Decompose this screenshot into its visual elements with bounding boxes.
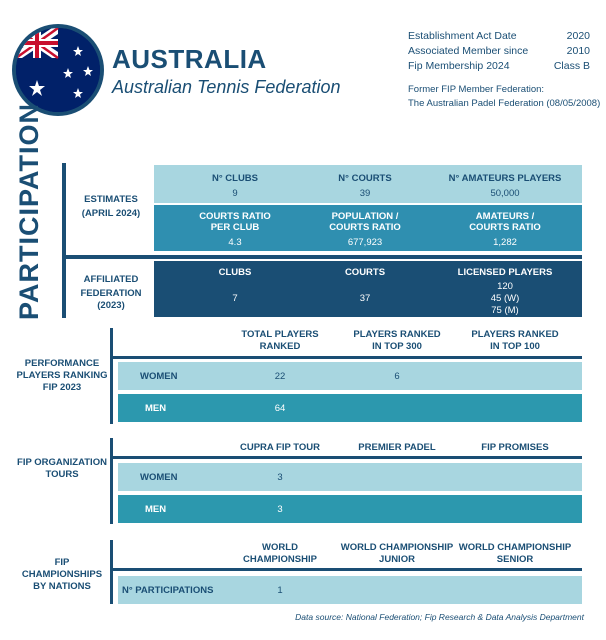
ranking-men-label: MEN: [145, 403, 167, 414]
ranking-label-1: PERFORMANCE: [24, 358, 100, 369]
population-ratio-header-2: COURTS RATIO: [329, 222, 401, 233]
australia-flag-icon: [16, 28, 100, 112]
info-value: Class B: [553, 60, 590, 72]
top300-header-1: PLAYERS RANKED: [353, 329, 441, 340]
tours-row-men: [118, 495, 582, 523]
amateurs-ratio-header-1: AMATEURS /: [475, 211, 535, 222]
licensed-players-total: 120: [497, 281, 513, 292]
premier-padel-header: PREMIER PADEL: [358, 442, 436, 453]
affiliated-label: AFFILIATED: [83, 274, 139, 285]
former-federation-label: Former FIP Member Federation:: [408, 84, 545, 95]
info-label: Establishment Act Date: [408, 30, 517, 42]
tours-label-2: TOURS: [45, 469, 79, 480]
clubs-header: N° CLUBS: [211, 173, 259, 184]
ranking-vertical-bar: [110, 328, 113, 424]
total-ranked-header-1: TOTAL PLAYERS: [241, 329, 319, 340]
championships-divider: [110, 568, 582, 571]
affiliated-courts-header: COURTS: [344, 267, 386, 278]
ranking-divider: [110, 356, 582, 359]
top100-header-2: IN TOP 100: [490, 341, 540, 352]
ranking-label-3: FIP 2023: [42, 382, 82, 393]
population-ratio-header-1: POPULATION /: [331, 211, 399, 222]
info-value: 2020: [566, 30, 590, 42]
amateurs-value: 50,000: [490, 188, 520, 199]
ratio-per-club-value: 4.3: [228, 237, 242, 248]
courts-header: N° COURTS: [338, 173, 392, 184]
ranking-women-total: 22: [274, 371, 286, 382]
tours-women-value: 3: [277, 472, 283, 483]
ranking-women-label: WOMEN: [140, 371, 178, 382]
former-federation-value: The Australian Padel Federation (08/05/2008): [408, 98, 601, 109]
population-ratio-value: 677,923: [347, 237, 383, 248]
amateurs-ratio-header-2: COURTS RATIO: [469, 222, 541, 233]
info-row-membership: [408, 60, 590, 72]
total-ranked-header-2: RANKED: [259, 341, 301, 352]
licensed-players-women: 45 (W): [490, 293, 520, 304]
tours-men-label: MEN: [145, 504, 167, 515]
tours-vertical-bar: [110, 438, 113, 524]
participations-label: N° PARTICIPATIONS: [122, 585, 214, 596]
info-value: 2010: [566, 45, 590, 57]
tours-women-label: WOMEN: [140, 472, 178, 483]
participation-divider: [62, 255, 582, 259]
world-championship-header-1: WORLD: [262, 542, 298, 553]
info-row-associated: [408, 45, 590, 57]
ranking-row-men: [118, 394, 582, 422]
championships-label-1: FIP: [54, 557, 70, 568]
top100-header-1: PLAYERS RANKED: [471, 329, 559, 340]
estimates-label: ESTIMATES: [84, 194, 138, 205]
estimates-date: (APRIL 2024): [81, 208, 141, 219]
ratio-per-club-header-2: PER CLUB: [210, 222, 260, 233]
country-name: AUSTRALIA: [112, 44, 267, 74]
courts-value: 39: [359, 188, 371, 199]
tours-men-value: 3: [277, 504, 283, 515]
ranking-women-top300: 6: [394, 371, 400, 382]
info-label: Associated Member since: [408, 45, 529, 57]
championships-vertical-bar: [110, 540, 113, 604]
amateurs-header: N° AMATEURS PLAYERS: [448, 173, 562, 184]
info-row-establishment: [408, 30, 590, 42]
participations-value: 1: [277, 585, 283, 596]
fip-promises-header: FIP PROMISES: [481, 442, 549, 453]
senior-championship-header-2: SENIOR: [496, 554, 534, 565]
amateurs-ratio-value: 1,282: [493, 237, 517, 248]
info-label: Fip Membership 2024: [408, 60, 510, 72]
championships-label-2: CHAMPIONSHIPS: [21, 569, 103, 580]
licensed-players-header: LICENSED PLAYERS: [457, 267, 553, 278]
junior-championship-header-2: JUNIOR: [379, 554, 415, 565]
championships-label-3: BY NATIONS: [33, 581, 91, 592]
clubs-value: 9: [232, 188, 238, 199]
affiliated-clubs-header: CLUBS: [218, 267, 252, 278]
cupra-tour-header: CUPRA FIP TOUR: [239, 442, 321, 453]
tours-label-1: FIP ORGANIZATION: [17, 457, 107, 468]
licensed-players-men: 75 (M): [491, 305, 519, 316]
affiliated-clubs-value: 7: [232, 293, 238, 304]
ranking-men-total: 64: [274, 403, 286, 414]
world-championship-header-2: CHAMPIONSHIP: [243, 554, 317, 565]
data-source-footer: Data source: National Federation; Fip Research & Data Analysis Department: [295, 612, 584, 622]
tours-divider: [110, 456, 582, 459]
participation-title: PARTICIPATION: [14, 103, 44, 320]
senior-championship-header-1: WORLD CHAMPIONSHIP: [458, 542, 572, 553]
ratio-per-club-header-1: COURTS RATIO: [199, 211, 271, 222]
junior-championship-header-1: WORLD CHAMPIONSHIP: [340, 542, 454, 553]
affiliated-courts-value: 37: [359, 293, 371, 304]
federation-name: Australian Tennis Federation: [112, 77, 341, 97]
top300-header-2: IN TOP 300: [372, 341, 422, 352]
ranking-label-2: PLAYERS RANKING: [16, 370, 108, 381]
affiliated-date: FEDERATION (2023): [80, 288, 142, 311]
tours-row-women: [118, 463, 582, 491]
